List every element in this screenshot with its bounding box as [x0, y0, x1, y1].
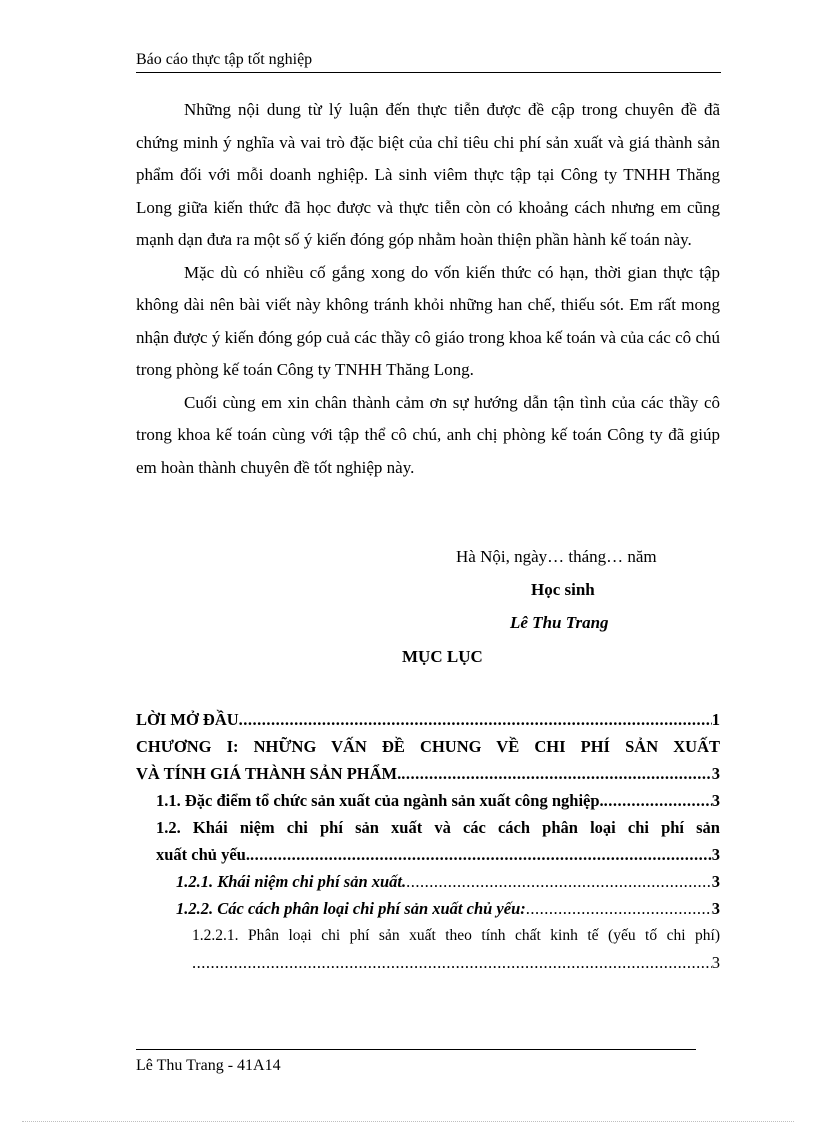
- toc-entry-label-line1: CHƯƠNG I: NHỮNG VẤN ĐỀ CHUNG VỀ CHI PHÍ SẢN XUẤT: [136, 737, 720, 756]
- toc-entry-label-line1: 1.2.2.1. Phân loại chi phí sản xuất theo tính chất kinh tế (yếu tố chi phí): [192, 927, 720, 944]
- toc-entry-label: LỜI MỞ ĐẦU: [136, 710, 239, 729]
- toc-entry-label-line1: 1.2. Khái niệm chi phí sản xuất và các cách phân loại chi phí sản: [156, 818, 720, 837]
- toc-entry-label: 1.1. Đặc điểm tổ chức sản xuất của ngành sản xuất công nghiệp.: [156, 791, 604, 810]
- toc-title: MỤC LỤC: [402, 647, 483, 666]
- toc-entry-1-2-2[interactable]: [136, 895, 720, 922]
- toc-entry-1-1[interactable]: [136, 787, 720, 814]
- toc-leader-dots: [239, 706, 712, 733]
- signature-role: Học sinh: [531, 580, 595, 599]
- toc-page-number: 3: [711, 764, 720, 783]
- header-title: Báo cáo thực tập tốt nghiệp: [136, 51, 313, 68]
- toc-entry-chapter-1[interactable]: [136, 733, 720, 787]
- toc-entry-1-2[interactable]: [136, 814, 720, 868]
- toc-leader-dots: [526, 895, 712, 922]
- toc-leader-dots: [406, 868, 712, 895]
- paragraph-2: Mặc dù có nhiều cố gắng xong do vốn kiến thức có hạn, thời gian thực tập không dài nên bài viết này không tránh khỏi những han chế, thiếu sót. Em rất mong nhận được ý kiến đóng góp cuả các thầy cô giáo trong khoa kế toán và của các cô chú trong phòng kế toán Công ty TNHH Thăng Long.: [136, 262, 720, 379]
- footer-divider: [136, 1049, 696, 1050]
- signature-name: Lê Thu Trang: [510, 613, 609, 632]
- toc-page-number: 1: [711, 710, 720, 729]
- toc-entry-label: 1.2.2. Các cách phân loại chi phí sản xuất chủ yếu:: [176, 899, 526, 918]
- toc-page-number: 3: [711, 899, 720, 918]
- toc-entry-1-2-1[interactable]: [136, 868, 720, 895]
- page-header: [136, 50, 721, 73]
- toc-leader-dots: [192, 949, 712, 976]
- toc-page-number: 3: [711, 953, 720, 972]
- toc-entry-label: 1.2.1. Khái niệm chi phí sản xuất.: [176, 872, 407, 891]
- footer-author: Lê Thu Trang - 41A14: [136, 1057, 281, 1074]
- toc-entry-label: VÀ TÍNH GIÁ THÀNH SẢN PHẨM.: [136, 764, 402, 783]
- page-edge-divider: [22, 1121, 794, 1122]
- toc-entry-1-2-2-1[interactable]: [136, 922, 720, 976]
- toc-entry-label: xuất chủ yếu.: [156, 845, 250, 864]
- body-text: [136, 94, 720, 484]
- toc-page-number: 3: [711, 845, 720, 864]
- toc-page-number: 3: [711, 872, 720, 891]
- toc-page-number: 3: [711, 791, 720, 810]
- toc-leader-dots: [401, 760, 712, 787]
- toc-leader-dots: [604, 787, 712, 814]
- toc-leader-dots: [250, 841, 712, 868]
- page-footer: [136, 1055, 281, 1077]
- toc-entry-intro[interactable]: [136, 706, 720, 733]
- signature-place-date: Hà Nội, ngày… tháng… năm: [456, 547, 657, 566]
- paragraph-1: Những nội dung từ lý luận đến thực tiễn được đề cập trong chuyên đề đã chứng minh ý nghĩa và vai trò đặc biệt của chỉ tiêu chi phí sản xuất và giá thành sản phẩm đối với mỗi doanh nghiệp. Là sinh viêm thực tập tại Công ty TNHH Thăng Long giữa kiến thức đã học được và thực tiễn còn có khoảng cách nhưng em cũng mạnh dạn đưa ra một số ý kiến đóng góp nhằm hoàn thiện phần hành kế toán này.: [136, 100, 720, 249]
- paragraph-3: Cuối cùng em xin chân thành cảm ơn sự hướng dẫn tận tình của các thầy cô trong khoa kế toán cùng với tập thể cô chú, anh chị phòng kế toán Công ty đã giúp em hoàn thành chuyên đề tốt nghiệp này.: [136, 392, 720, 477]
- table-of-contents: [136, 706, 720, 976]
